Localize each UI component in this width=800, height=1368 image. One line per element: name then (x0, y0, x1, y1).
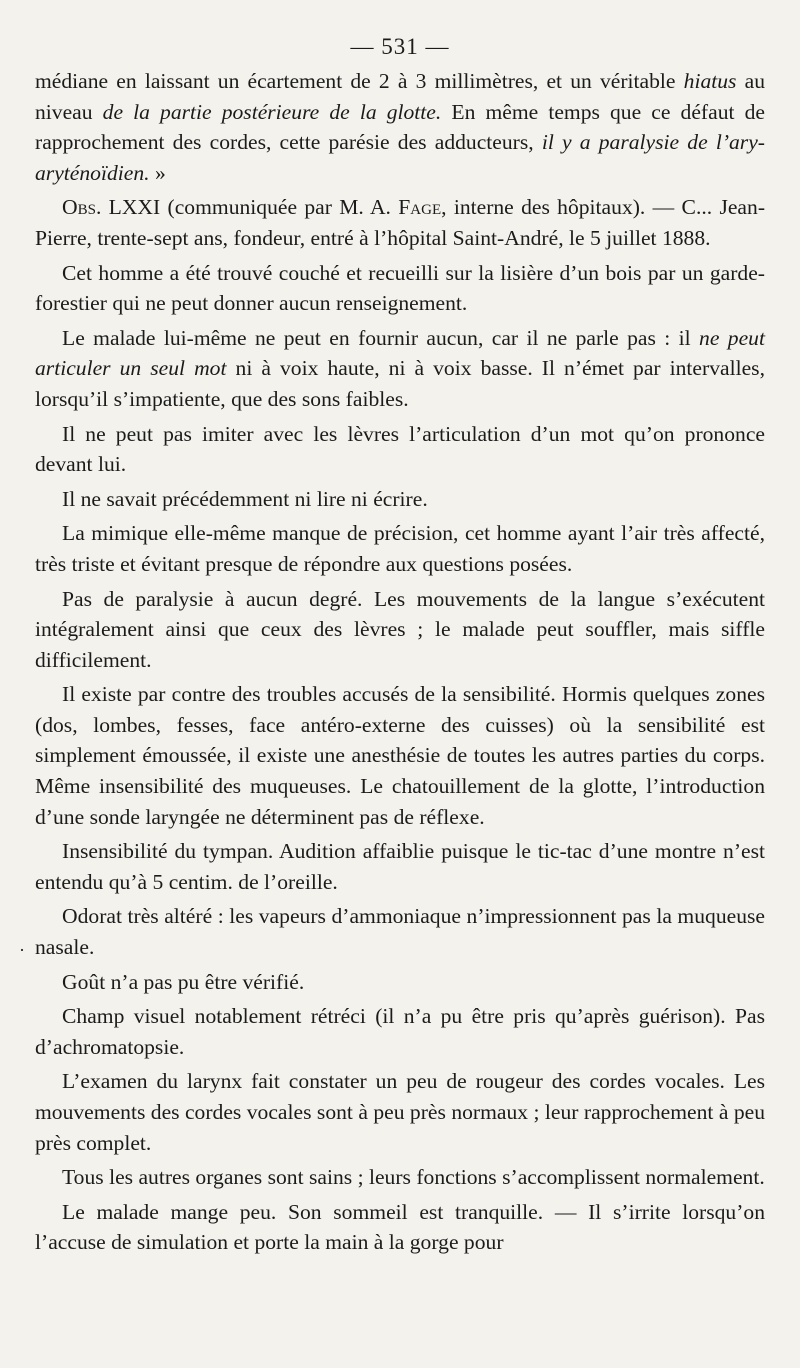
paragraph (35, 484, 765, 515)
text-run: (communiquée par M. A. (160, 195, 399, 220)
text-run: Champ visuel notablement rétréci (il n’a pu être pris qu’après guérison). Pas d’achromatopsie. (35, 1004, 765, 1059)
italic-text: il y a paralysie de l’ary-aryténoïdien. (35, 130, 765, 185)
text-run: Cet homme a été trouvé couché et recueilli sur la lisière d’un bois par un garde-forestier qui ne peut donner aucun renseignement. (35, 260, 765, 316)
text-run: Pas de paralysie à aucun degré. Les mouvements de la langue s’exécutent intégralement ainsi que ceux des lèvres ; le malade peut souffler, mais siffle difficilement. (35, 586, 765, 672)
paragraph (35, 901, 765, 962)
italic-text: hiatus (683, 69, 737, 93)
paragraph (35, 323, 765, 415)
text-run: Odorat très altéré : les vapeurs d’ammoniaque n’impressionnent pas la muqueuse nasale. (35, 904, 765, 960)
text-run: Tous les autres organes sont sains ; leurs fonctions s’accomplissent normalement. (62, 1165, 765, 1190)
paragraph (35, 836, 765, 897)
text-run: ni à voix haute, ni à voix basse. Il n’émet par intervalles, lorsqu’il s’impatiente, que des sons faibles. (35, 356, 765, 411)
paragraph (35, 967, 765, 998)
small-caps-text: Obs. LXXI (62, 195, 161, 220)
paragraph (35, 66, 765, 188)
text-run: Le malade mange peu. Son sommeil est tranquille. — Il s’irrite lorsqu’on l’accuse de simulation et porte la main à la gorge pour (35, 1199, 765, 1255)
small-caps-text: Fage (398, 195, 442, 220)
paragraph (35, 419, 765, 480)
paragraph (35, 1066, 765, 1158)
page-number: — 531 — (350, 34, 450, 59)
text-run: Il ne savait précédemment ni lire ni écrire. (62, 486, 428, 511)
text-run: Insensibilité du tympan. Audition affaiblie puisque le tic-tac d’une montre n’est entendu qu’à 5 centim. de l’oreille. (35, 839, 765, 894)
italic-text: de la partie postérieure de la glotte. (102, 99, 442, 124)
paragraph (35, 1197, 765, 1258)
paragraph (35, 679, 765, 832)
text-run: L’examen du larynx fait constater un peu de rougeur des cordes vocales. Les mouvements des cordes vocales sont à peu près normaux ; leur rapprochement à peu près complet. (35, 1069, 765, 1155)
text-run: , interne des hôpitaux). — C... Jean-Pierre, trente-sept ans, fondeur, entré à l’hôpital Saint-André, le 5 juillet 1888. (35, 195, 766, 250)
text-run: La mimique elle-même manque de précision, cet homme ayant l’air très affecté, très triste et évitant presque de répondre aux questions posées. (35, 521, 765, 576)
text-run: » (149, 160, 166, 185)
text-run: au niveau (35, 69, 766, 124)
paragraph (35, 1162, 765, 1193)
text-run: Goût n’a pas pu être vérifié. (62, 969, 305, 994)
text-run: En même temps que ce défaut de rapprochement des cordes, cette parésie des adducteurs, (35, 99, 765, 155)
paragraph (35, 584, 765, 676)
body-text (35, 66, 765, 1258)
paragraph (35, 258, 765, 319)
paragraph (35, 518, 765, 579)
paragraph (35, 192, 765, 253)
italic-text: ne peut articuler un seul mot (35, 325, 765, 381)
text-run: Il existe par contre des troubles accusés de la sensibilité. Hormis quelques zones (dos, lombes, fesses, face antéro-externe des cuisses) où la sensibilité est simplement émoussée, il existe une anesthésie de toutes les autres parties du corps. Même insensibilité des muqueuses. Le chatouillement de la glotte, l’introduction d’une sonde laryngée ne déterminent pas de réflexe. (35, 682, 765, 829)
text-run: médiane en laissant un écartement de 2 à 3 millimètres, et un véritable (35, 69, 684, 93)
text-run: Il ne peut pas imiter avec les lèvres l’articulation d’un mot qu’on prononce devant lui. (35, 421, 765, 477)
margin-mark: · (19, 940, 25, 960)
text-run: Le malade lui-même ne peut en fournir aucun, car il ne parle pas : il (62, 325, 700, 350)
paragraph (35, 1001, 765, 1062)
